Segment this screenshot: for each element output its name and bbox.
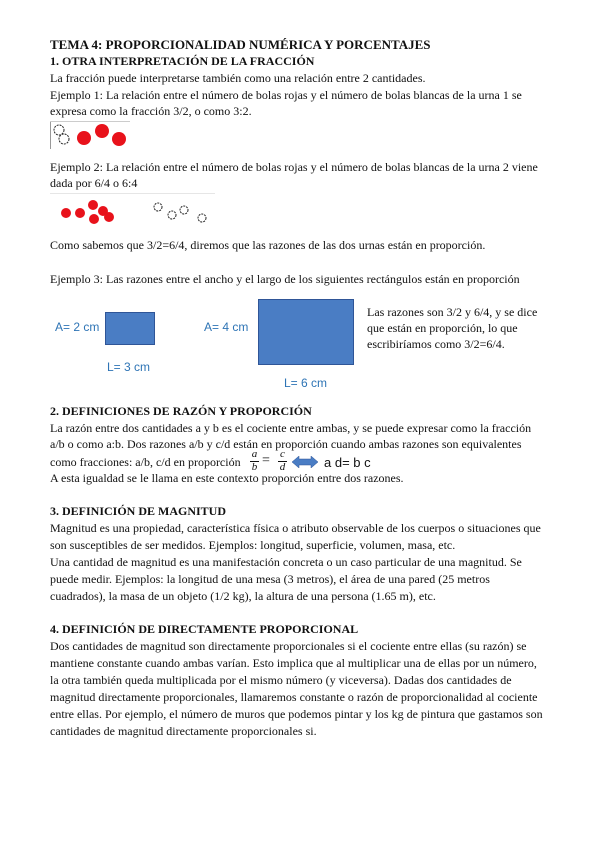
s3-line1: Magnitud es una propiedad, característica física o atributo observable de los cuerpos o situaciones que xyxy=(50,521,541,535)
s3-line3: Una cantidad de magnitud es una manifestación concreta o un caso particular de una magnitud. Se xyxy=(50,555,522,569)
s1-ex2-line2: dada por 6/4 o 6:4 xyxy=(50,176,138,190)
section-3-heading: 3. DEFINICIÓN DE MAGNITUD xyxy=(50,504,227,518)
proportion-result: a d= b c xyxy=(324,455,371,470)
red-ball xyxy=(88,200,98,210)
double-arrow-icon xyxy=(292,456,318,468)
s4-line2: mantiene constante cuando ambas varían. Esto implica que al multiplicar una de ellas por un número, xyxy=(50,656,537,670)
white-ball xyxy=(54,125,64,135)
fraction-denominator: b xyxy=(251,461,258,473)
equals-sign: = xyxy=(262,453,270,468)
white-ball xyxy=(168,211,176,219)
s3-line5: cuadrados), la masa de un objeto (1/2 kg), la altura de una persona (1.65 m), etc. xyxy=(50,589,436,603)
rect2-length-label: L= 6 cm xyxy=(284,376,328,390)
s4-line6: cantidades de magnitud directamente proporcionales si. xyxy=(50,724,317,738)
s1-note-line1: Las razones son 3/2 y 6/4, y se dice xyxy=(367,305,538,319)
s1-ex2-line1: Ejemplo 2: La relación entre el número de bolas rojas y el número de bolas blancas de la urna 2 viene xyxy=(50,160,538,174)
s3-line2: son susceptibles de ser medidos. Ejemplos: longitud, superficie, volumen, masa, etc. xyxy=(50,538,456,552)
rectangle-1 xyxy=(105,312,155,345)
section-4-heading: 4. DEFINICIÓN DE DIRECTAMENTE PROPORCIONAL xyxy=(50,622,359,636)
s1-conclusion: Como sabemos que 3/2=6/4, diremos que las razones de las dos urnas están en proporción. xyxy=(50,238,486,252)
section-1-heading: 1. OTRA INTERPRETACIÓN DE LA FRACCIÓN xyxy=(50,54,315,68)
white-ball xyxy=(154,203,162,211)
red-ball xyxy=(75,208,85,218)
red-ball xyxy=(77,131,91,145)
s2-line3: como fracciones: a/b, c/d en proporción xyxy=(50,455,241,469)
fraction-a-over-b xyxy=(250,449,259,473)
rect1-length-label: L= 3 cm xyxy=(107,360,151,374)
s1-note-line2: que están en proporción, lo que xyxy=(367,321,518,335)
page-title: TEMA 4: PROPORCIONALIDAD NUMÉRICA Y PORCENTAJES xyxy=(50,37,431,52)
red-ball xyxy=(112,132,126,146)
white-ball xyxy=(180,206,188,214)
rect1-width-label: A= 2 cm xyxy=(55,320,100,334)
white-ball xyxy=(198,214,206,222)
white-ball xyxy=(59,134,69,144)
s4-line4: magnitud directamente proporcionales, llamaremos constante o razón de proporcionalidad al cociente xyxy=(50,690,538,704)
s4-line5: entre ellas. Por ejemplo, el número de muros que podemos pintar y los kg de pintura que gastamos son xyxy=(50,707,543,721)
s1-note-line3: escribiríamos como 3/2=6/4. xyxy=(367,337,505,351)
section-2-heading: 2. DEFINICIONES DE RAZÓN Y PROPORCIÓN xyxy=(50,404,312,418)
s2-line4: A esta igualdad se le llama en este contexto proporción entre dos razones. xyxy=(50,471,404,485)
urn-2-balls-image xyxy=(50,193,215,229)
fraction-denominator: d xyxy=(279,461,286,473)
s2-line2: a/b o como a:b. Dos razones a/b y c/d están en proporción cuando ambas razones son equivalentes xyxy=(50,437,522,451)
s1-ex1-line2: expresa como la fracción 3/2, o como 3:2. xyxy=(50,104,252,118)
fraction-numerator: c xyxy=(280,448,285,460)
s4-line1: Dos cantidades de magnitud son directamente proporcionales si el cociente entre ellas (su razón) se xyxy=(50,639,527,653)
s4-line3: la otra también queda multiplicada por el mismo número (y viceversa). Dadas dos cantidades de xyxy=(50,673,512,687)
red-ball xyxy=(89,214,99,224)
red-ball xyxy=(61,208,71,218)
rectangle-2 xyxy=(258,299,354,365)
fraction-c-over-d xyxy=(278,449,287,473)
urn-1-balls-image xyxy=(50,121,130,149)
rect2-width-label: A= 4 cm xyxy=(204,320,249,334)
red-ball xyxy=(95,124,109,138)
red-ball xyxy=(104,212,114,222)
s1-intro: La fracción puede interpretarse también como una relación entre 2 cantidades. xyxy=(50,71,426,85)
s3-line4: puede medir. Ejemplos: la longitud de una mesa (3 metros), el área de una pared (25 metros xyxy=(50,572,490,586)
s2-line1: La razón entre dos cantidades a y b es el cociente entre ambas, y se puede expresar como la fracción xyxy=(50,421,532,435)
s1-ex1-line1: Ejemplo 1: La relación entre el número de bolas rojas y el número de bolas blancas de la urna 1 se xyxy=(50,88,522,102)
s1-ex3: Ejemplo 3: Las razones entre el ancho y el largo de los siguientes rectángulos están en proporción xyxy=(50,272,520,286)
fraction-numerator: a xyxy=(251,448,258,460)
